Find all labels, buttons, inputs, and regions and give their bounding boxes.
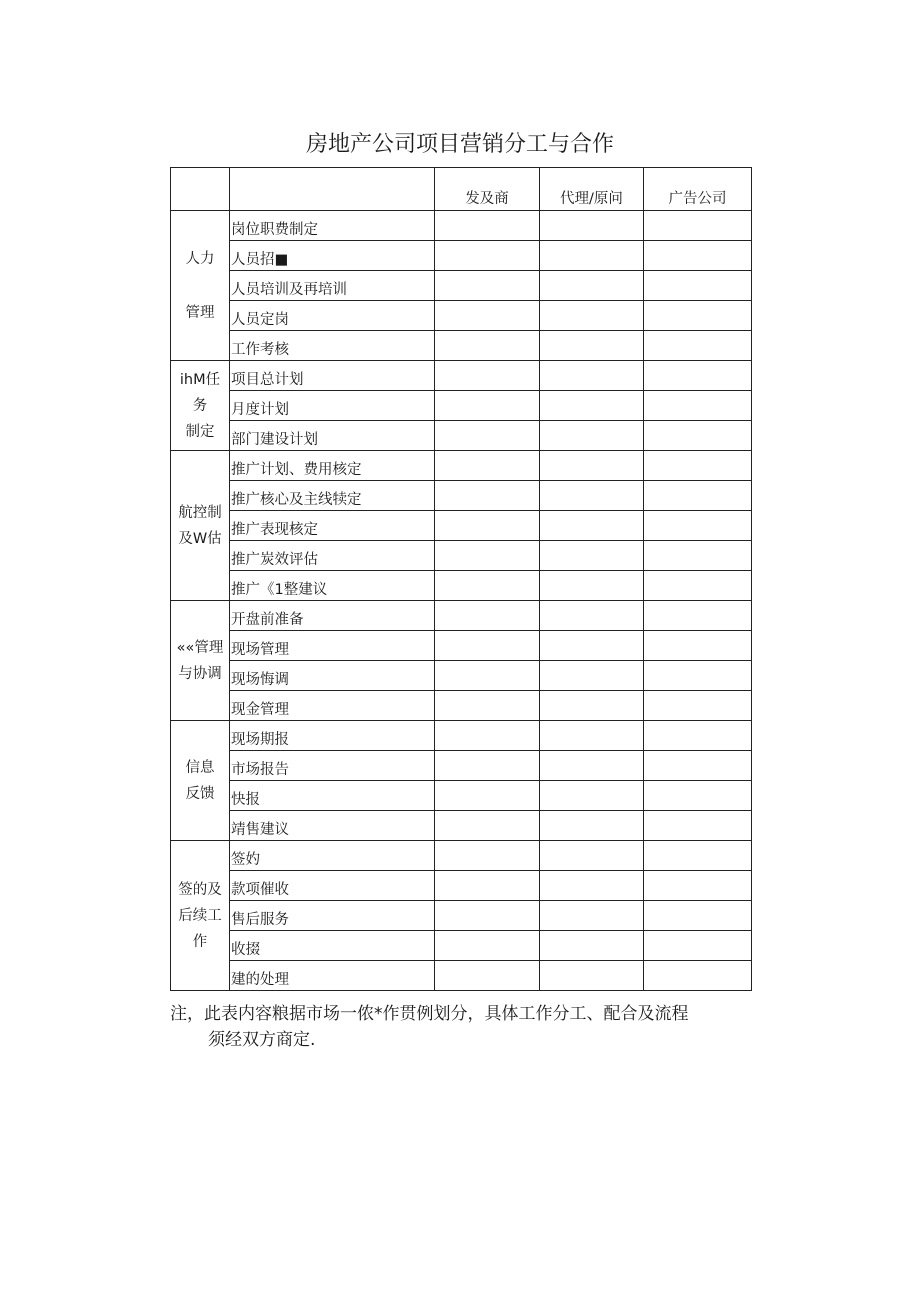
cell-developer [435, 571, 540, 601]
table-row [171, 541, 752, 571]
cell-ad-company [644, 331, 752, 361]
division-table [170, 167, 752, 991]
category-label-line: 作 [192, 933, 208, 950]
cell-developer [435, 961, 540, 991]
table-row [171, 781, 752, 811]
category-label-line: 签的及 [178, 881, 222, 898]
category-label-line: 务 [192, 397, 208, 414]
cell-agency [540, 391, 644, 421]
cell-agency [540, 751, 644, 781]
table-row [171, 871, 752, 901]
cell-agency [540, 451, 644, 481]
category-label-line: 航控制 [178, 504, 222, 521]
item-cell: 项目总计划 [230, 361, 435, 391]
cell-ad-company [644, 541, 752, 571]
table-row [171, 811, 752, 841]
item-cell: 推广《1整建议 [230, 571, 435, 601]
item-cell: 现场悔调 [230, 661, 435, 691]
cell-agency [540, 301, 644, 331]
item-cell: 靖售建议 [230, 811, 435, 841]
cell-ad-company [644, 871, 752, 901]
cell-developer [435, 331, 540, 361]
table-row [171, 361, 752, 391]
table-row [171, 631, 752, 661]
cell-agency [540, 661, 644, 691]
table-row [171, 421, 752, 451]
cell-agency [540, 961, 644, 991]
category-cell [171, 841, 230, 991]
cell-developer [435, 451, 540, 481]
cell-agency [540, 481, 644, 511]
item-cell: 岗位职费制定 [230, 211, 435, 241]
category-label-line: 信息 [185, 759, 215, 776]
cell-developer [435, 691, 540, 721]
cell-developer [435, 811, 540, 841]
cell-developer [435, 781, 540, 811]
cell-agency [540, 691, 644, 721]
cell-ad-company [644, 391, 752, 421]
cell-ad-company [644, 271, 752, 301]
cell-ad-company [644, 661, 752, 691]
cell-agency [540, 841, 644, 871]
category-cell [171, 601, 230, 721]
cell-ad-company [644, 901, 752, 931]
cell-agency [540, 931, 644, 961]
cell-agency [540, 241, 644, 271]
cell-developer [435, 751, 540, 781]
document-title: 房地产公司项目营销分工与合作 [305, 132, 614, 157]
cell-ad-company [644, 361, 752, 391]
cell-agency [540, 781, 644, 811]
table-row [171, 301, 752, 331]
category-label-line: 后续工 [178, 907, 222, 924]
cell-agency [540, 211, 644, 241]
category-label-line: 及W估 [178, 530, 222, 547]
item-cell: 市场报告 [230, 751, 435, 781]
table-row [171, 661, 752, 691]
table-row [171, 571, 752, 601]
category-label-line: ihM任 [179, 371, 221, 388]
cell-developer [435, 481, 540, 511]
table-row [171, 601, 752, 631]
table-row [171, 211, 752, 241]
header-row [171, 168, 752, 211]
cell-ad-company [644, 721, 752, 751]
cell-ad-company [644, 421, 752, 451]
cell-ad-company [644, 601, 752, 631]
header-cell-category [171, 168, 230, 211]
cell-ad-company [644, 841, 752, 871]
cell-agency [540, 631, 644, 661]
table-row [171, 691, 752, 721]
item-cell: 快报 [230, 781, 435, 811]
cell-developer [435, 241, 540, 271]
item-cell: 月度计划 [230, 391, 435, 421]
category-label-line: 管理 [185, 304, 215, 321]
cell-ad-company [644, 631, 752, 661]
cell-ad-company [644, 961, 752, 991]
table-row [171, 391, 752, 421]
cell-ad-company [644, 931, 752, 961]
item-cell: 现场管理 [230, 631, 435, 661]
cell-ad-company [644, 571, 752, 601]
cell-developer [435, 361, 540, 391]
cell-ad-company [644, 301, 752, 331]
cell-developer [435, 421, 540, 451]
table-row [171, 481, 752, 511]
footnote-line-2: 须经双方商定. [208, 1030, 316, 1050]
item-cell: 推广计划、费用核定 [230, 451, 435, 481]
cell-agency [540, 721, 644, 751]
category-cell [171, 721, 230, 841]
cell-developer [435, 271, 540, 301]
category-label-line: ««管理 [176, 639, 224, 656]
table-row [171, 511, 752, 541]
cell-agency [540, 811, 644, 841]
cell-ad-company [644, 211, 752, 241]
footnote [170, 1001, 770, 1053]
item-cell: 收掇 [230, 931, 435, 961]
category-label-line: 反馈 [185, 785, 215, 802]
cell-ad-company [644, 751, 752, 781]
table-row [171, 841, 752, 871]
cell-agency [540, 901, 644, 931]
cell-agency [540, 541, 644, 571]
cell-agency [540, 421, 644, 451]
cell-developer [435, 541, 540, 571]
item-cell: 签妁 [230, 841, 435, 871]
cell-agency [540, 871, 644, 901]
cell-developer [435, 721, 540, 751]
cell-agency [540, 601, 644, 631]
cell-developer [435, 901, 540, 931]
item-cell: 人员定岗 [230, 301, 435, 331]
item-cell: 建的处理 [230, 961, 435, 991]
footnote-line-1: 注，此表内容粮据市场一侬*作贯例划分，具体工作分工、配合及流程 [170, 1004, 689, 1024]
category-cell [171, 211, 230, 361]
cell-agency [540, 331, 644, 361]
item-cell: 开盘前准备 [230, 601, 435, 631]
item-cell: 推广核心及主线犊定 [230, 481, 435, 511]
table-row [171, 931, 752, 961]
header-cell-developer: 发及商 [435, 168, 540, 211]
cell-ad-company [644, 451, 752, 481]
table-row [171, 331, 752, 361]
cell-ad-company [644, 511, 752, 541]
header-cell-agency: 代理/原问 [540, 168, 644, 211]
category-cell [171, 361, 230, 451]
cell-developer [435, 601, 540, 631]
table-row [171, 751, 752, 781]
cell-developer [435, 511, 540, 541]
cell-developer [435, 871, 540, 901]
item-cell: 现金管理 [230, 691, 435, 721]
table-row [171, 961, 752, 991]
cell-ad-company [644, 691, 752, 721]
table-row [171, 271, 752, 301]
category-label-line: 制定 [185, 423, 215, 440]
category-cell [171, 451, 230, 601]
cell-ad-company [644, 781, 752, 811]
cell-developer [435, 211, 540, 241]
cell-ad-company [644, 241, 752, 271]
item-cell: 人员招■ [230, 241, 435, 271]
cell-agency [540, 271, 644, 301]
cell-agency [540, 511, 644, 541]
table-row [171, 901, 752, 931]
item-cell: 款项催收 [230, 871, 435, 901]
header-cell-ad-company: 广告公司 [644, 168, 752, 211]
header-cell-item [230, 168, 435, 211]
item-cell: 现场期报 [230, 721, 435, 751]
item-cell: 售后服务 [230, 901, 435, 931]
cell-ad-company [644, 811, 752, 841]
category-label-line: 与协调 [178, 665, 222, 682]
item-cell: 人员培训及再培训 [230, 271, 435, 301]
table-row [171, 451, 752, 481]
cell-developer [435, 391, 540, 421]
category-label-line: 人力 [185, 250, 215, 267]
cell-developer [435, 661, 540, 691]
cell-developer [435, 931, 540, 961]
cell-developer [435, 841, 540, 871]
item-cell: 推广炭效评估 [230, 541, 435, 571]
item-cell: 部门建设计划 [230, 421, 435, 451]
table-row [171, 241, 752, 271]
table-row [171, 721, 752, 751]
cell-developer [435, 631, 540, 661]
item-cell: 推广表现核定 [230, 511, 435, 541]
item-cell: 工作考核 [230, 331, 435, 361]
cell-developer [435, 301, 540, 331]
cell-agency [540, 571, 644, 601]
cell-ad-company [644, 481, 752, 511]
cell-agency [540, 361, 644, 391]
